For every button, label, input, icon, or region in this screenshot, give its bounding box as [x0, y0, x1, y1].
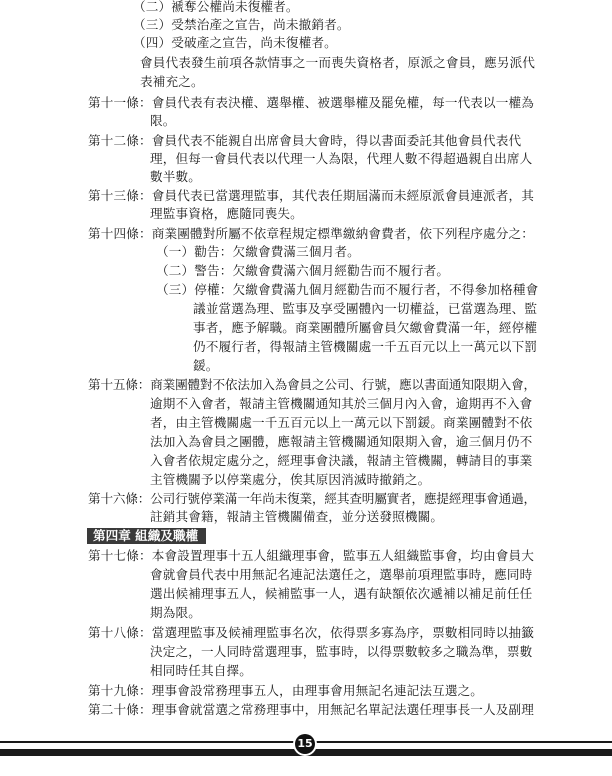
text-line: 者，由主管機關處一千五百元以上一萬元以下罰鍰。商業團體對不依 — [150, 415, 533, 430]
text-line: （二）褫奪公權尚未復權者。 — [133, 0, 299, 14]
text-line: 第十三條：會員代表已當選理監事，其代表任期屆滿而未經原派會員連派者，其 — [88, 188, 535, 203]
page-number-badge — [293, 732, 317, 756]
text-line: 會員代表發生前項各款情事之一而喪失資格者，原派之會員，應另派代 — [140, 55, 536, 70]
chapter-heading: 第四章 組織及職權 — [87, 528, 206, 544]
text-line: 法加入為會員之團體，應報請主管機關通知限期入會，逾三個月仍不 — [150, 434, 533, 449]
text-line: 理，但每一會員代表以代理一人為限，代理人數不得超過親自出席人 — [150, 151, 533, 166]
text-line: （三）停權：欠繳會費滿九個月經勸告而不履行者，不得參加格種會 — [156, 282, 539, 297]
text-line: 鍰。 — [193, 358, 219, 373]
text-line: 第十一條：會員代表有表決權、選舉權、被選舉權及罷免權，每一代表以一權為 — [88, 95, 535, 110]
text-line: 會就會員代表中用無記名連記法選任之，選舉前項理監事時，應同時 — [150, 567, 533, 582]
text-line: 限。 — [150, 113, 176, 128]
text-line: 理監事資格，應隨同喪失。 — [150, 206, 303, 221]
text-line: 第十七條：本會設置理事十五人組織理事會，監事五人組織監事會，均由會員大 — [88, 548, 535, 563]
text-line: 事者，應予解職。商業團體所屬會員欠繳會費滿一年，經停權 — [193, 320, 538, 335]
text-line: 議並當選為理、監事及享受團體內一切權益，已當選為理、監 — [193, 301, 538, 316]
text-line: 第十八條：當選理監事及候補理監事名次，依得票多寡為序，票數相同時以抽籤 — [88, 625, 535, 640]
text-line: 選出候補理事五人，候補監事一人，遇有缺額依次遞補以補足前任任 — [150, 586, 533, 601]
text-line: 第二十條：理事會就當選之常務理事中，用無記名單記法選任理事長一人及副理 — [88, 702, 535, 717]
text-line: 期為限。 — [150, 605, 201, 620]
text-line: 數半數。 — [150, 169, 201, 184]
text-line: （二）警告：欠繳會費滿六個月經勸告而不履行者。 — [156, 263, 450, 278]
text-line: 第十二條：會員代表不能親自出席會員大會時，得以書面委託其他會員代表代 — [88, 133, 522, 148]
text-line: 表補充之。 — [140, 74, 204, 89]
text-line: 第十五條：商業團體對不依法加入為會員之公司、行號，應以書面通知限期入會， — [88, 377, 536, 392]
text-line: 主管機關予以停業處分，俟其原因消滅時撤銷之。 — [150, 472, 431, 487]
text-line: 第十九條：理事會設常務理事五人，由理事會用無記名連記法互選之。 — [88, 683, 484, 698]
text-line: 第十六條：公司行號停業滿一年尚未復業，經其查明屬實者，應提經理事會通過， — [88, 491, 536, 506]
text-line: （三）受禁治產之宣告，尚未撤銷者。 — [133, 17, 350, 32]
text-line: 相同時任其自擇。 — [150, 663, 252, 678]
text-line: （一）勸告：欠繳會費滿三個月者。 — [156, 244, 360, 259]
text-line: 逾期不入會者，報請主管機關通知其於三個月內入會，逾期再不入會 — [150, 396, 533, 411]
text-line: 註銷其會籍，報請主管機關備查，並分送發照機關。 — [150, 509, 444, 524]
text-line: 第十四條：商業團體對所屬不依章程規定標準繳納會費者，依下列程序處分之： — [88, 226, 535, 241]
text-line: 決定之，一人同時當選理事，監事時，以得票數較多之職為準，票數 — [150, 644, 533, 659]
page-number: 15 — [295, 734, 315, 754]
text-line: （四）受破產之宣告，尚未復權者。 — [133, 35, 337, 50]
text-line: 入會者依規定處分之，經理事會決議，報請主管機關，轉請目的事業 — [150, 453, 533, 468]
text-line: 仍不履行者，得報請主管機關處一千五百元以上一萬元以下罰 — [193, 339, 538, 354]
